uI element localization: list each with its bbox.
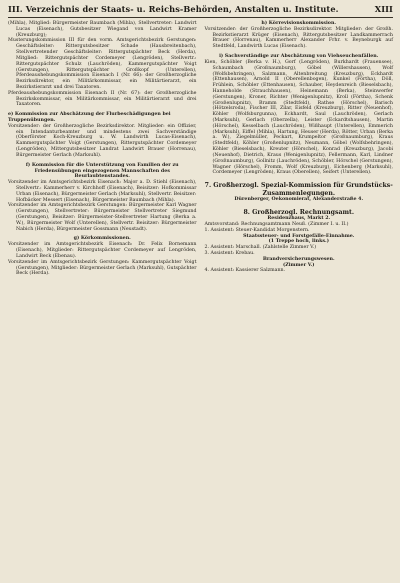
left-column [8, 21, 197, 277]
left-paragraph: g) Körkommissionen. [73, 236, 131, 242]
columns [8, 21, 393, 277]
right-paragraph: i) Sachverständige zur Abschätzung von Viehseuchenfällen. [219, 54, 379, 60]
left-paragraph: Vorsitzender im Amtsgerichtsbezirk Gerstungen: Kammergutspächter Voigt (Gerstungen), Mitglieder: Bürgermeister Gerlach (Marksuhl), Gutspächter Beck (Herda). [8, 259, 197, 277]
right-paragraph: (1 Treppe hoch, links.) [268, 239, 329, 245]
right-paragraph: Brandversicherungswesen. [262, 256, 335, 262]
right-paragraph: 8. Großherzogl. Rechnungsamt. [243, 208, 355, 216]
right-paragraph: 1. Assistent: Steuer-Kandidat Morgenstern. [204, 227, 310, 233]
left-paragraph: Vorsitzender im Amtsgerichtsbezirk Gerstungen: Bürgermeister Karl Wagner (Gerstungen), Stellvertreter: Bürgermeister Stellvertreter Siegmund (Gerstungen), Beisitzer: Bürgermeister-Stellvertreter Hartung (Berka a. W.), Bürgermeister Wolf (Unterellen), Stellvertr. Beisitzer: Bürgermeister Nabich (Herda), Bürgermeister Gossmann (Neustadt). [8, 203, 197, 232]
left-paragraph: (Mihla), Mitglied: Bürgermeister Baumbach (Mihla), Stellvertreter: Landwirt Lucas (Eisenach), Gutsbesitzer Wiegand von Landwirt Kramer (Kreuzburg); [8, 21, 197, 38]
page-header [8, 4, 393, 18]
page-number: XIII [374, 4, 393, 14]
left-paragraph: Musterungskommission III für den vorm. Amtsgerichtsbezirk Gerstungen: Geschäftsleiter: Rittergutsbesitzer Schade (Hausbreitenbach), Stellvertretender Geschäftsleiter: Rittergutspächter Beck (Herda), Mitglied: Rittergutspächter Cordemeyer (Lengröden), Stellvertr.: Rittergutspächter Schulz (Lauchröden), Kammergutspächter Voigt (Gerstungen), Rittergutspächter Großkopf (Unterellen), Pferdeaushebungskommission Eisenach I (Nr. 66): der Großherzogliche Bezirksdirektor, ein Militärkommissar, ein Militärtierarzt, ein Bezirkstierarzt und drei Taxatoren. [8, 38, 197, 90]
left-paragraph: e) Kommission zur Abschätzung der Flurbeschädigungen bei Truppenübungen. [8, 112, 171, 123]
right-column [205, 21, 394, 277]
left-paragraph: Pferdeaushebungskommission Eisenach II (Nr. 67): der Großherzogliche Bezirkskommissar, ein Militärkommissar, ein Militärtierarzt und drei Taxatoren. [8, 90, 197, 108]
right-paragraph: Dürenberger, Oekonomierat, Alexanderstraße 4. [234, 196, 364, 202]
left-paragraph: Vorsitzender im Amtsgerichtsbezirk Eisenach: Major a. D. Stiehl (Eisenach), Stellvertr.: Kammerherr v. Kirchhoff (Eisenach), Beisitzer: Hofkommissar Urban (Eisenach), Bürgermeister Gerlach (Marksuhl), Stellvertr. Beisitzer: Hofbäcker Messert (Eisenach), Bürgermeister Baumbach (Mihla). [8, 180, 197, 203]
right-paragraph: h) Körrevisionskommission. [261, 21, 337, 26]
right-paragraph: 2. Assistent: Marschall. (Zahlstelle Zimmer V.) [204, 245, 317, 251]
header-title: III. Verzeichnis der Staats- u. Reichs-Behörden, Anstalten u. Institute. [8, 4, 339, 14]
right-paragraph: Staatssteuer- und Forstgefälle-Einnahme. [243, 233, 355, 239]
right-paragraph: (Zimmer V.) [282, 262, 315, 268]
left-paragraph: Vorsitzender: der Großherzogliche Bezirksdirektor. Mitglieder: ein Offizier, ein Intendanturbeamter und mindestens zwei Sachverständige (Oberförster Koch-Kreuzburg u. W. Landwirth Lucas-Eisenach), Kammergutspächter Voigt (Gerstungen), Rittergutspächter Cordemeyer (Lengröden), Mittergutsbesitzer Landrat Landwirt Brauer (Horrenau), Bürgermeister Gerlach (Marksuhl). [8, 123, 197, 158]
right-paragraph: Residenzhaus, Markt 2. [267, 216, 331, 222]
right-paragraph: Kien, Schöbler (Berka v. H.), Gorf (Lengröden), Burkhardt (Frauensee), Schaumbach (Großnaumburg), Göbel (Willershausen), Wolf (Wolfsbehringen), Salzmann, Altenbreitung (Kreuzburg), Eckhardt (Ettenhausen), Arnold II (Oberellenbogen), Kunkel (Förtha), Döll, Frühlein, Schöbler (Ettenhausen), Schauber, Heydenreich (Bieselsbach), Hanneholde (Strauchhausen), Heinemann (Berka), Steinwerfer (Gerstungen), Kroner, Richter (Wenigenlupnitz), Kroll (Förtha), Schenk (Großenlupnitz), Bramm (Stedtfeld), Rathse (Hörschel), Barisch (Hötzelsroda), Fischer III, Zilar, Eisfeld (Kreuzburg), Ritter (Neuenhof), Köhler (Wolfsburgunna), Eckhardt, Saul (Lauchröden), Gerlach (Marksuhl), Gerlach (Oberzella), Leister (Eckardtshausen), Martin (Hörschel), Kesselbach (Lauchröden), Wißhaupt (Unterellen), Emmerich (Marksuhl), Eiffel (Mihla), Hartung, Heuser (Herda), Rötter, Urban (Berka a. W.), Ziegelmüller, Peckart, Krumpeltor (Großnaumburg), Kraus (Stedtfeld), Köhler (Großenlupnitz), Neumann, Göbel (Wolfsbehringen), Köhler (Bieselsbach), Kreuter (Hörschel), Konrad (Kreuzburg), Jacobi (Neuenhof), Dietrich, Kraus (Wenigenlupnitz), Fellermann, Karl, Lindner (Großnaumburg), Gollnitz (Lauchröden), Schöbler, Hörschel (Gerstungen), Wagner (Hörschel), Fromm, Wolf (Kreuzburg), Eichenberg (Marksuhl), Cordemeyer (Lengröden), Kraus (Oberellen), Seifert (Unterellen). [204, 59, 393, 176]
right-paragraph: Vorsitzender: der Großherzogliche Bezirksdirektor. Mitglieder: der Großh. Bezirkstierarzt Krüger (Eisenach), Rittergutsbesitzer Landkammerrach Brauer (Horrenau), Kammerherr Alexander Frhr. v. Beyneburgk auf Stedtfeld, Landwirth Lucas (Eisenach). [204, 26, 393, 50]
left-paragraph: f) Kommission für die Unterstützung von Familien der zu Friedensübungen eingezogenen Mannschaften des Beurlaubtenstandes. [25, 162, 179, 180]
right-paragraph: 4. Assistent: Kassierer Salzmann. [204, 268, 286, 274]
right-paragraph: 3. Assistent: Krebau. [204, 251, 255, 257]
right-paragraph: 7. Großherzogl. Spezial-Kommission für Grundstücks-Zusammenlegungen. [204, 182, 393, 197]
left-paragraph: Vorsitzender im Amtsgerichtsbezirk Eisenach: Dr. Felix Bornemann (Eisenach), Mitglieder: Rittergutspächter Cordemeyer auf Lengröden, Landwirt Beck (Ebenau). [8, 242, 197, 259]
right-paragraph: Amtsvorstand: Rechnungsamtmann Neuß. (Zimmer I. u. II.) [204, 221, 349, 227]
